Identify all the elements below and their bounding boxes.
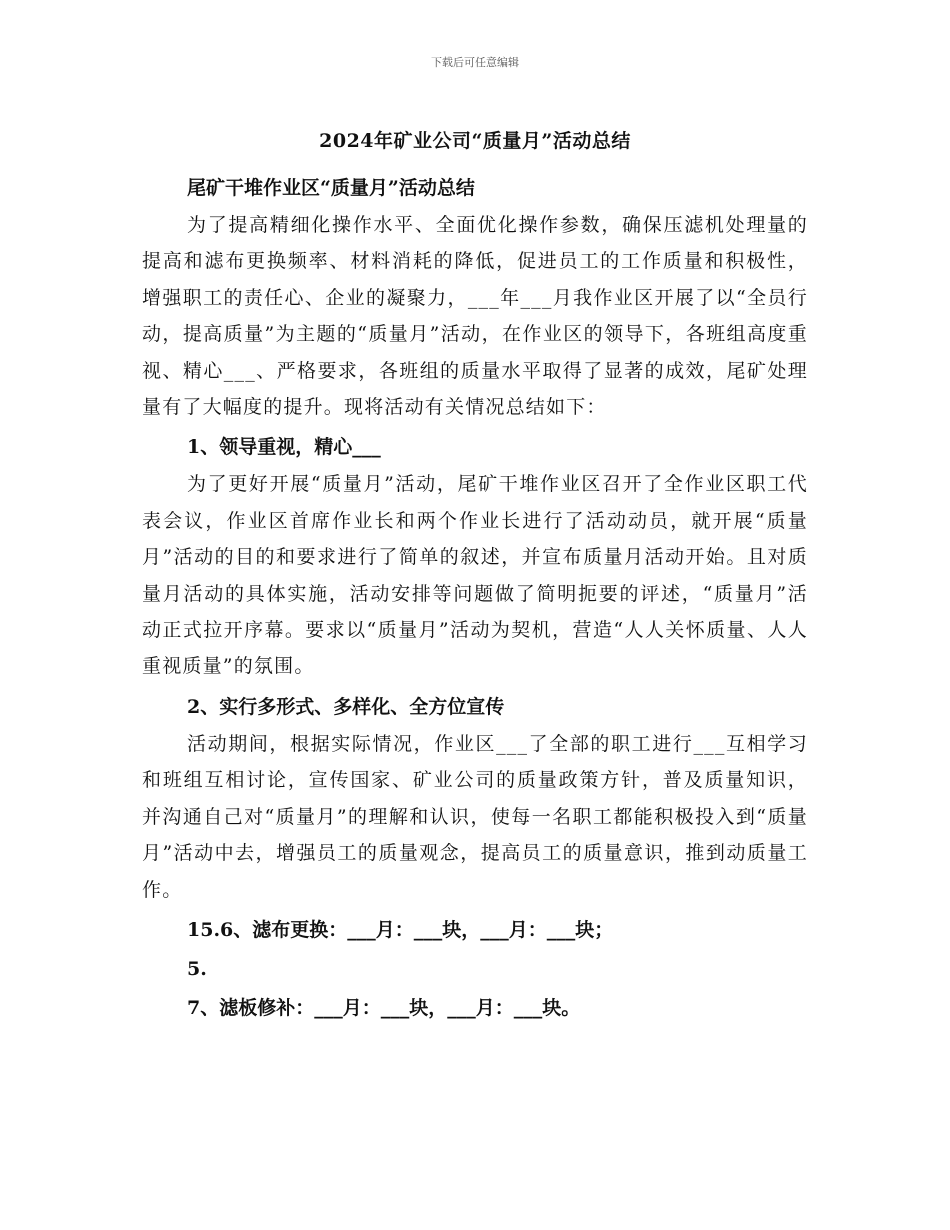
header-note: 下载后可任意编辑: [431, 56, 519, 69]
intro-paragraph: 为了提高精细化操作水平、全面优化操作参数，确保压滤机处理量的提高和滤布更换频率、材料消耗的降低，促进员工的工作质量和积极性，增强职工的责任心、企业的凝聚力，___年___月我作业区开展了以“全员行动，提高质量”为主题的“质量月”活动，在作业区的领导下，各班组高度重视、精心___、严格要求，各班组的质量水平取得了显著的成效，尾矿处理量有了大幅度的提升。现将活动有关情况总结如下：: [142, 214, 808, 419]
list-line-filter-plate: 7、滤板修补：___月：___块，___月：___块。: [187, 996, 581, 1019]
section-2-body: 活动期间，根据实际情况，作业区___了全部的职工进行___互相学习和班组互相讨论，宣传国家、矿业公司的质量政策方针，普及质量知识，并沟通自己对“质量月”的理解和认识，使每一名职工都能积极投入到“质量月”活动中去，增强员工的质量观念，提高员工的质量意识，推到动质量工作。: [142, 732, 808, 901]
list-line-filter-cloth: 15.6、滤布更换：___月：___块，___月：___块；: [187, 918, 614, 941]
section-heading: 尾矿干堆作业区“质量月”活动总结: [187, 177, 475, 199]
section-1-heading: 1、领导重视，精心___: [187, 436, 381, 459]
document-body: [142, 170, 808, 1027]
section-2-heading: 2、实行多形式、多样化、全方位宣传: [187, 695, 505, 718]
document-title: 2024年矿业公司“质量月”活动总结: [319, 130, 631, 152]
section-1-body: 为了更好开展“质量月”活动，尾矿干堆作业区召开了全作业区职工代表会议，作业区首席作业长和两个作业长进行了活动动员，就开展“质量月”活动的目的和要求进行了简单的叙述，并宣布质量月活动开始。且对质量月活动的具体实施，活动安排等问题做了简明扼要的评述，“质量月”活动正式拉开序幕。要求以“质量月”活动为契机，营造“人人关怀质量、人人重视质量”的氛围。: [142, 473, 808, 678]
list-line-5: 5.: [187, 957, 207, 980]
